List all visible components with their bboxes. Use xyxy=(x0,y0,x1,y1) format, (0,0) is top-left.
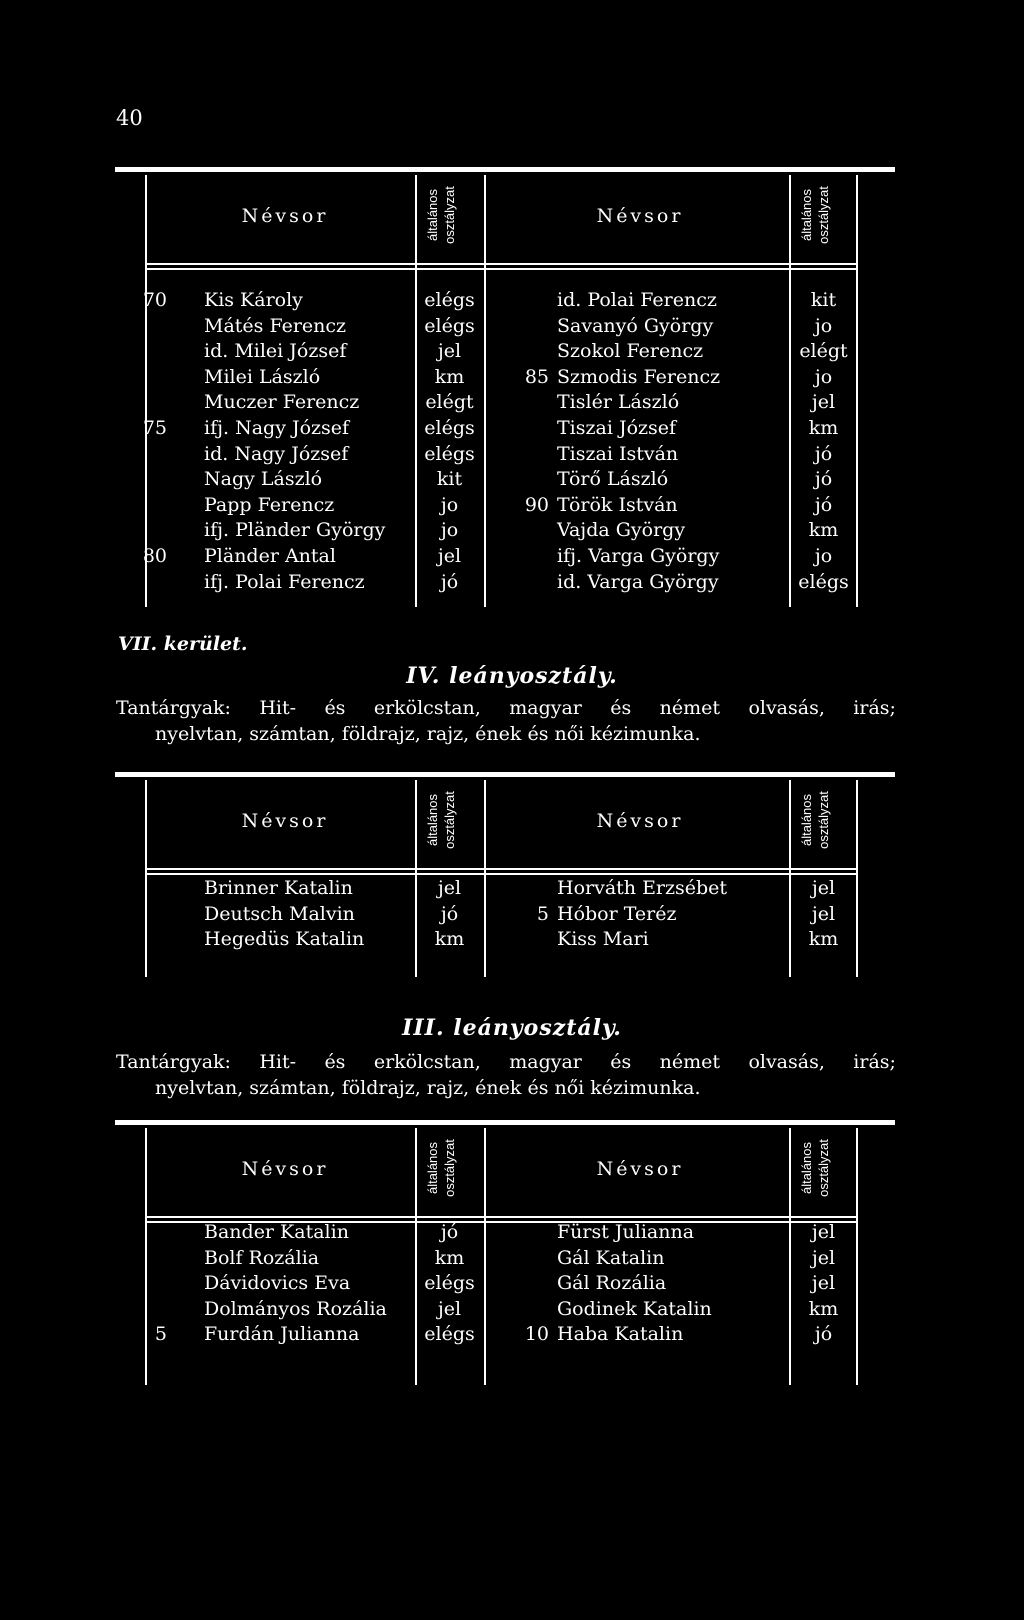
student-name-left: Muczer Ferencz xyxy=(204,391,360,414)
table-row xyxy=(115,570,895,596)
table-row xyxy=(115,518,895,544)
student-name-right: Török István xyxy=(557,493,678,516)
student-name-right: Vajda György xyxy=(557,519,686,542)
table-rows xyxy=(115,876,895,953)
page-number: 40 xyxy=(116,106,143,130)
roster-table-3 xyxy=(115,1120,895,1385)
header-rule xyxy=(145,868,858,870)
subjects-word: Hit- xyxy=(259,1051,297,1073)
header-grade-right-general: általános xyxy=(799,188,814,242)
table-rows xyxy=(115,1220,895,1348)
student-name-right: Haba Katalin xyxy=(557,1323,684,1346)
table-row xyxy=(115,876,895,902)
grade-left: jel xyxy=(437,1297,462,1320)
grade-left: km xyxy=(434,365,465,388)
header-rule-2 xyxy=(145,268,858,270)
subjects-line-1 xyxy=(116,695,896,721)
table-row xyxy=(115,1246,895,1272)
header-grade-left-mark: osztályzat xyxy=(442,1139,457,1197)
row-number-right: 5 xyxy=(536,902,549,925)
grade-right: jel xyxy=(811,877,836,899)
subjects-word: Tantárgyak: xyxy=(116,697,231,719)
row-number-right: 10 xyxy=(524,1323,549,1346)
grade-right: jó xyxy=(814,468,833,491)
table-row xyxy=(115,467,895,493)
student-name-right: Hóbor Teréz xyxy=(557,902,677,925)
grade-right: kit xyxy=(810,289,837,311)
subjects-word: és xyxy=(324,697,346,719)
student-name-left: Mátés Ferencz xyxy=(204,314,347,337)
header-grade-right-mark: osztályzat xyxy=(816,186,831,244)
subjects-line-1 xyxy=(116,1049,896,1075)
table-top-rule xyxy=(115,1120,895,1125)
table-row xyxy=(115,365,895,391)
table-top-rule xyxy=(115,772,895,777)
student-name-right: Kiss Mari xyxy=(557,928,649,951)
subjects-iv xyxy=(116,695,896,747)
student-name-left: Furdán Julianna xyxy=(204,1323,360,1346)
row-number-left: 75 xyxy=(142,416,167,439)
grade-right: jo xyxy=(814,314,833,337)
section-title-iii: III. leányosztály. xyxy=(402,1015,622,1041)
table-row xyxy=(115,493,895,519)
grade-left: jo xyxy=(440,493,459,516)
student-name-left: Kis Károly xyxy=(204,289,303,311)
header-grade-right-general: általános xyxy=(799,1141,814,1195)
student-name-left: Deutsch Malvin xyxy=(204,902,355,925)
student-name-right: Gál Katalin xyxy=(557,1246,665,1269)
table-rows xyxy=(115,288,895,595)
student-name-left: Milei László xyxy=(204,365,321,388)
table-row xyxy=(115,442,895,468)
student-name-right: ifj. Varga György xyxy=(557,544,720,567)
subjects-line-2: nyelvtan, számtan, földrajz, rajz, ének és női kézimunka. xyxy=(155,723,701,745)
grade-left: jo xyxy=(440,519,459,542)
table-row xyxy=(115,1322,895,1348)
student-name-right: Godinek Katalin xyxy=(557,1297,712,1320)
student-name-right: Szokol Ferencz xyxy=(557,340,704,363)
table-row xyxy=(115,390,895,416)
row-number-left: 5 xyxy=(154,1323,167,1346)
table-row xyxy=(115,544,895,570)
student-name-left: Pländer Antal xyxy=(204,544,336,567)
header-grade-left-mark: osztályzat xyxy=(442,791,457,849)
district-heading: VII. kerület. xyxy=(118,633,248,655)
subjects-word: erkölcstan, xyxy=(373,1051,481,1073)
header-grade-right-mark: osztályzat xyxy=(816,791,831,849)
student-name-right: Törő László xyxy=(557,468,669,491)
header-grade-left-general: általános xyxy=(425,188,440,242)
grade-left: elégs xyxy=(424,1323,475,1346)
row-number-right: 90 xyxy=(524,493,549,516)
roster-table-1 xyxy=(115,167,895,607)
subjects-word: és xyxy=(610,1051,632,1073)
student-name-right: Tislér László xyxy=(557,391,680,414)
grade-right: jo xyxy=(814,365,833,388)
grade-right: jó xyxy=(814,442,833,465)
grade-right: km xyxy=(808,1297,839,1320)
grade-left: km xyxy=(434,928,465,951)
student-name-right: Savanyó György xyxy=(557,314,714,337)
student-name-right: Tiszai József xyxy=(557,416,677,439)
table-row xyxy=(115,288,895,314)
header-name-left: Névsor xyxy=(241,810,329,832)
student-name-right: Fürst Julianna xyxy=(557,1221,695,1243)
header-name-left: Névsor xyxy=(241,205,329,227)
header-name-right: Névsor xyxy=(596,810,684,832)
grade-right: jo xyxy=(814,544,833,567)
header-rule-2 xyxy=(145,873,858,875)
header-grade-left-general: általános xyxy=(425,793,440,847)
row-number-left: 80 xyxy=(142,544,167,567)
grade-left: jó xyxy=(440,902,459,925)
table-row xyxy=(115,1297,895,1323)
row-number-left: 70 xyxy=(142,289,167,311)
grade-left: kit xyxy=(436,468,463,491)
grade-left: elégt xyxy=(425,391,474,414)
header-rule xyxy=(145,1216,858,1218)
student-name-left: id. Milei József xyxy=(204,340,347,363)
table-row xyxy=(115,1220,895,1246)
grade-left: km xyxy=(434,1246,465,1269)
subjects-word: német xyxy=(659,697,721,719)
grade-left: elégs xyxy=(424,1272,475,1295)
grade-left: elégs xyxy=(424,289,475,311)
roster-table-2 xyxy=(115,772,895,977)
header-grade-right-mark: osztályzat xyxy=(816,1139,831,1197)
student-name-left: Hegedüs Katalin xyxy=(204,928,365,951)
header-rule xyxy=(145,263,858,265)
grade-right: jó xyxy=(814,493,833,516)
table-row xyxy=(115,902,895,928)
header-grade-right-general: általános xyxy=(799,793,814,847)
grade-left: elégs xyxy=(424,314,475,337)
subjects-word: és xyxy=(610,697,632,719)
table-row xyxy=(115,1271,895,1297)
grade-right: jel xyxy=(811,1246,836,1269)
header-name-right: Névsor xyxy=(596,1158,684,1180)
grade-right: km xyxy=(808,928,839,951)
student-name-left: ifj. Polai Ferencz xyxy=(204,570,365,593)
grade-right: jó xyxy=(814,1323,833,1346)
table-row xyxy=(115,416,895,442)
student-name-right: id. Polai Ferencz xyxy=(557,289,717,311)
subjects-word: Tantárgyak: xyxy=(116,1051,231,1073)
subjects-word: olvasás, xyxy=(748,1051,825,1073)
subjects-word: és xyxy=(324,1051,346,1073)
grade-right: jel xyxy=(811,1272,836,1295)
subjects-word: magyar xyxy=(509,1051,582,1073)
student-name-right: Horváth Erzsébet xyxy=(557,877,728,899)
row-number-right: 85 xyxy=(524,365,549,388)
student-name-left: ifj. Nagy József xyxy=(204,416,350,439)
grade-right: elégt xyxy=(799,340,848,363)
grade-left: jel xyxy=(437,877,462,899)
subjects-word: olvasás, xyxy=(748,697,825,719)
student-name-left: Nagy László xyxy=(204,468,323,491)
student-name-left: Bander Katalin xyxy=(204,1221,349,1243)
student-name-right: Gál Rozália xyxy=(557,1272,667,1295)
subjects-word: irás; xyxy=(853,1051,896,1073)
table-row xyxy=(115,927,895,953)
grade-left: jó xyxy=(440,1221,459,1243)
grade-left: jel xyxy=(437,544,462,567)
subjects-word: irás; xyxy=(853,697,896,719)
grade-right: km xyxy=(808,519,839,542)
student-name-left: id. Nagy József xyxy=(204,442,349,465)
grade-right: km xyxy=(808,416,839,439)
student-name-right: Tiszai István xyxy=(557,442,679,465)
student-name-left: Papp Ferencz xyxy=(204,493,335,516)
section-title-iv: IV. leányosztály. xyxy=(406,663,618,689)
student-name-left: Dolmányos Rozália xyxy=(204,1297,387,1320)
header-name-right: Névsor xyxy=(596,205,684,227)
table-row xyxy=(115,314,895,340)
table-row xyxy=(115,339,895,365)
subjects-word: erkölcstan, xyxy=(373,697,481,719)
grade-right: jel xyxy=(811,391,836,414)
grade-right: jel xyxy=(811,902,836,925)
grade-right: elégs xyxy=(798,570,849,593)
subjects-word: magyar xyxy=(509,697,582,719)
student-name-left: Brinner Katalin xyxy=(204,877,353,899)
grade-left: elégs xyxy=(424,442,475,465)
grade-right: jel xyxy=(811,1221,836,1243)
student-name-left: Bolf Rozália xyxy=(204,1246,320,1269)
student-name-right: Szmodis Ferencz xyxy=(557,365,721,388)
student-name-right: id. Varga György xyxy=(557,570,719,593)
header-grade-left-general: általános xyxy=(425,1141,440,1195)
subjects-word: Hit- xyxy=(259,697,297,719)
grade-left: jel xyxy=(437,340,462,363)
student-name-left: ifj. Pländer György xyxy=(204,519,386,542)
subjects-word: német xyxy=(659,1051,721,1073)
subjects-line-2: nyelvtan, számtan, földrajz, rajz, ének és női kézimunka. xyxy=(155,1077,701,1099)
grade-left: elégs xyxy=(424,416,475,439)
grade-left: jó xyxy=(440,570,459,593)
header-grade-left-mark: osztályzat xyxy=(442,186,457,244)
header-name-left: Névsor xyxy=(241,1158,329,1180)
table-top-rule xyxy=(115,167,895,172)
student-name-left: Dávidovics Eva xyxy=(204,1272,351,1295)
subjects-iii xyxy=(116,1049,896,1101)
